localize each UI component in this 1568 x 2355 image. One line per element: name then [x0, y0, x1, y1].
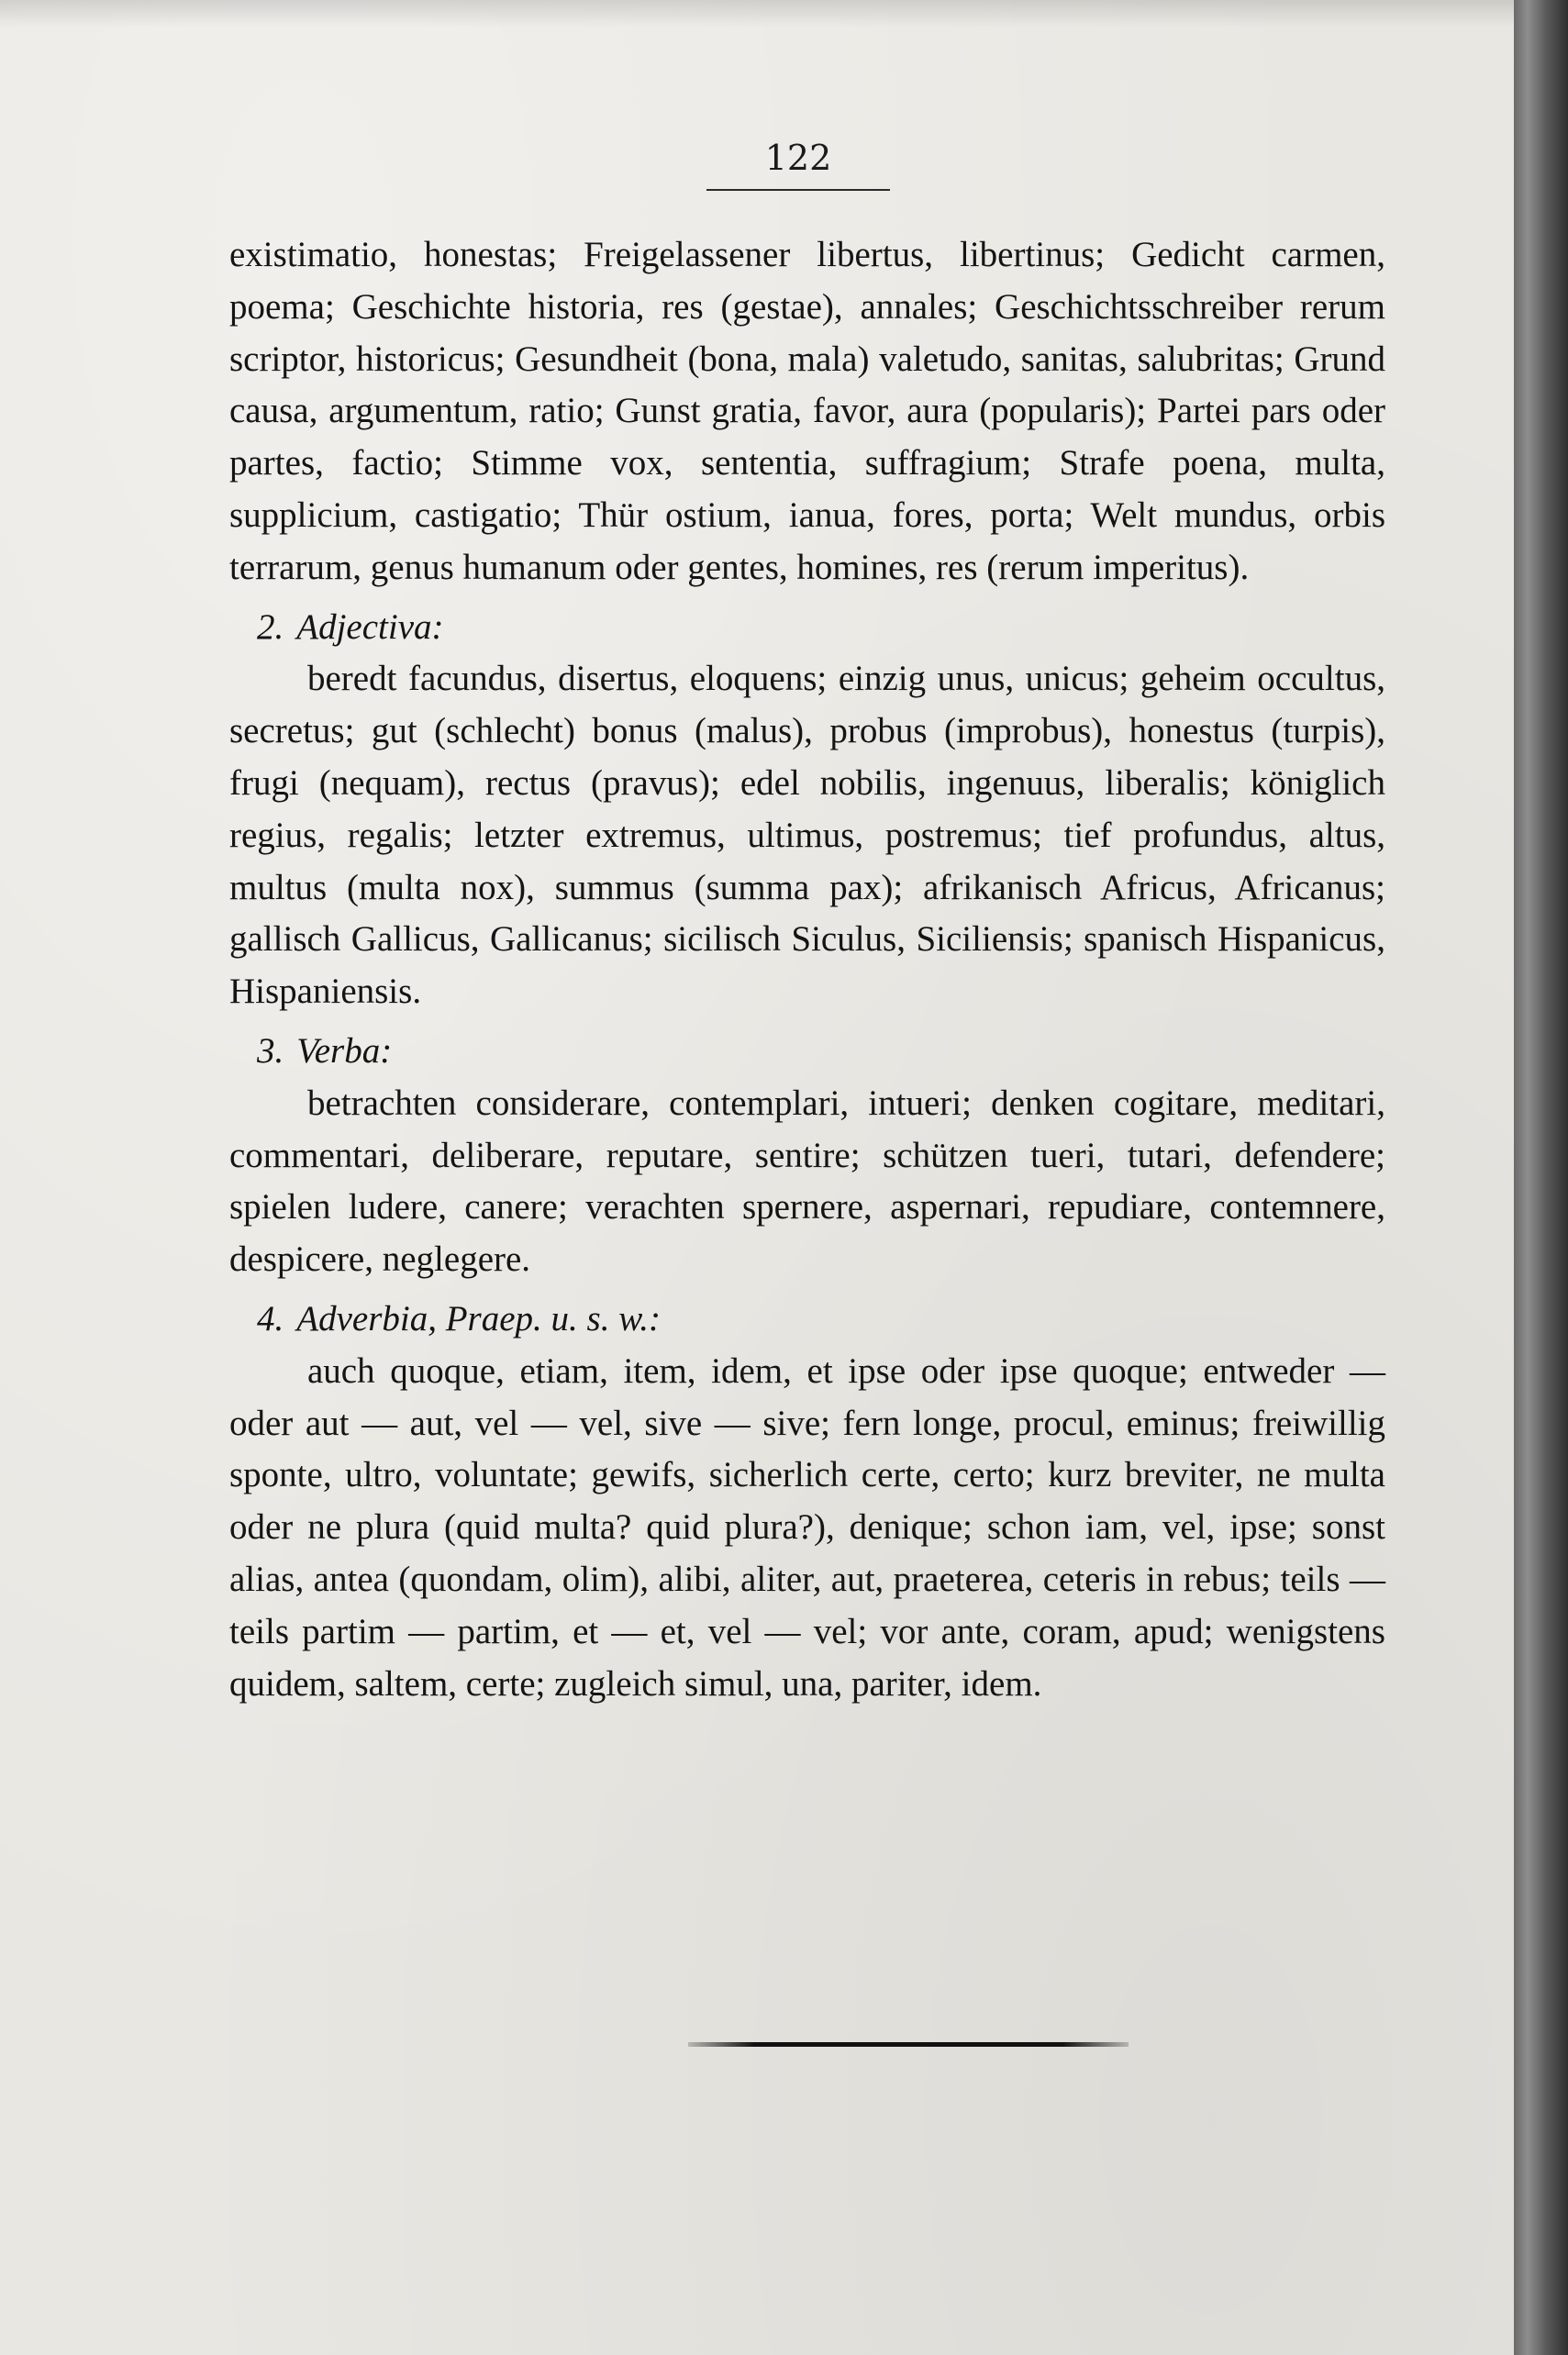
continuation-paragraph: existimatio, honestas; Freigelassener libertus, libertinus; Gedicht carmen, poema; Geschichte historia, res (gestae), annales; Geschichtsschreiber rerum scriptor, historicus; Gesundheit (bona, mala) valetudo, sanitas, salubritas; Grund causa, argumentum, ratio; Gunst gratia, favor, aura (popularis); Partei pars oder partes, factio; Stimme vox, sententia, suffragium; Strafe poena, multa, supplicium, castigatio; Thür ostium, ianua, fores, porta; Welt mundus, orbis terrarum, genus humanum oder gentes, homines, res (rerum imperitus).: [229, 235, 1385, 587]
section-number: 2.: [257, 606, 284, 647]
page-number-rule: [706, 189, 890, 191]
section-heading-adjectiva: [229, 602, 1385, 654]
page-shadow: [0, 0, 1514, 28]
book-spine: [1514, 0, 1568, 2355]
adverbia-paragraph: auch quoque, etiam, item, idem, et ipse oder ipse quoque; entweder — oder aut — aut, vel — vel, sive — sive; fern longe, procul, eminus; freiwillig sponte, ultro, voluntate; gewifs, sicherlich certe, certo; kurz breviter, ne multa oder ne plura (quid multa? quid plura?), denique; schon iam, vel, ipse; sonst alias, antea (quondam, olim), alibi, aliter, aut, praeterea, ceteris in rebus; teils — teils partim — partim, et — et, vel — vel; vor ante, coram, apud; wenigstens quidem, saltem, certe; zugleich simul, una, pariter, idem.: [229, 1350, 1385, 1704]
section-number: 4.: [257, 1298, 284, 1339]
section-number: 3.: [257, 1030, 284, 1071]
section-title: Adverbia, Praep. u. s. w.:: [296, 1298, 662, 1339]
verba-paragraph: betrachten considerare, contemplari, intueri; denken cogitare, meditari, commentari, deliberare, reputare, sentire; schützen tueri, tutari, defendere; spielen ludere, canere; verachten spernere, aspernari, repudiare, contemnere, despicere, neglegere.: [229, 1083, 1385, 1280]
adjectiva-paragraph: beredt facundus, disertus, eloquens; einzig unus, unicus; geheim occultus, secretus; gut (schlecht) bonus (malus), probus (improbus), honestus (turpis), frugi (nequam), rectus (pravus); edel nobilis, ingenuus, liberalis; königlich regius, regalis; letzter extremus, ultimus, postremus; tief profundus, altus, multus (multa nox), summus (summa pax); afrikanisch Africus, Africanus; gallisch Gallicus, Gallicanus; sicilisch Siculus, Siciliensis; spanisch Hispanicus, Hispaniensis.: [229, 659, 1385, 1012]
page-number: 122: [764, 138, 832, 178]
section-heading-adverbia: [229, 1294, 1385, 1346]
section-heading-verba: [229, 1026, 1385, 1078]
page-body: [229, 229, 1385, 1710]
section-title: Verba:: [296, 1030, 393, 1071]
end-rule: [688, 2042, 1129, 2047]
section-title: Adjectiva:: [296, 606, 444, 647]
